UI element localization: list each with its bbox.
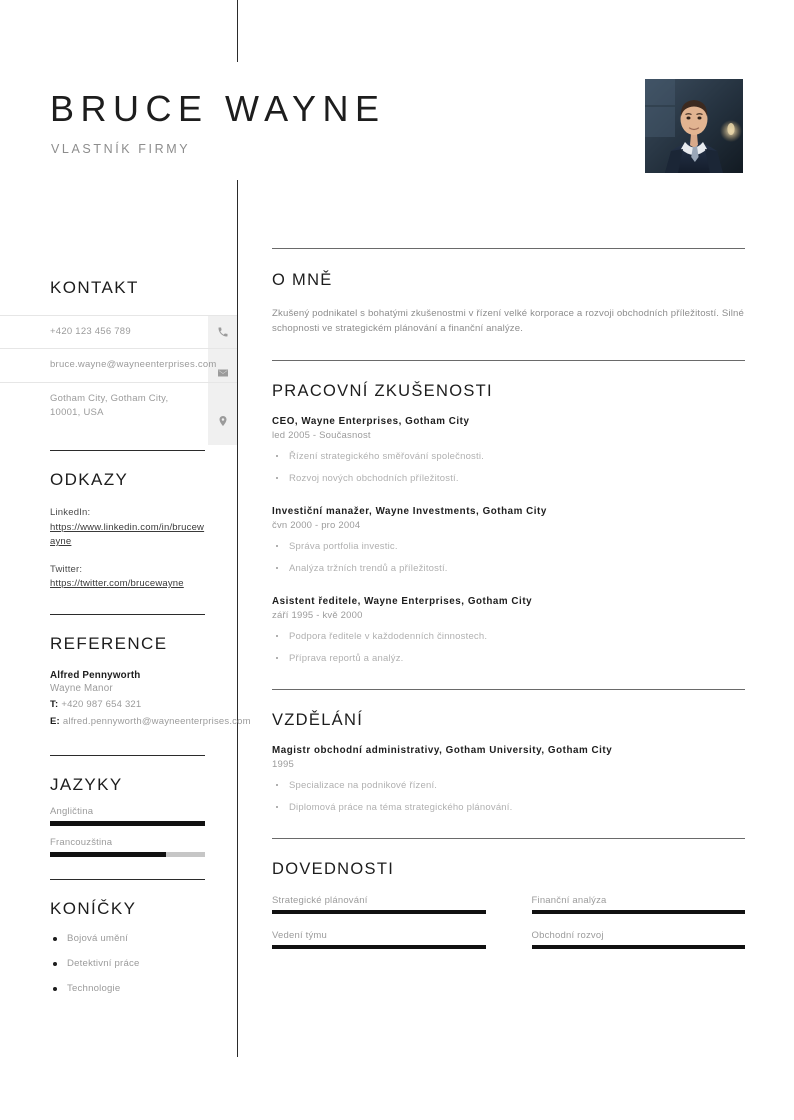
reference-phone-row (50, 698, 205, 711)
job-bullet: Analýza tržních trendů a příležitostí. (272, 562, 745, 575)
experience-entry (272, 596, 745, 665)
job-date: září 1995 - kvě 2000 (272, 610, 363, 621)
skill-item (532, 930, 746, 949)
skill-bar-fill (272, 910, 486, 914)
contact-address: Gotham City, Gotham City, 10001, USA (50, 393, 169, 418)
reference-phone-value: +420 987 654 321 (61, 698, 142, 710)
education-entry (272, 745, 745, 814)
section-education (237, 690, 794, 814)
skill-item (272, 930, 486, 949)
education-heading: VZDĚLÁNÍ (272, 711, 364, 729)
skills-grid (272, 879, 745, 949)
education-title: Magistr obchodní administrativy, Gotham University, Gotham City (272, 745, 613, 756)
list-item: Bojová umění (50, 933, 205, 944)
sidebar-section-hobbies (0, 880, 237, 994)
skill-item (532, 895, 746, 914)
education-bullet: Diplomová práce na téma strategického plánování. (272, 801, 745, 814)
reference-name: Alfred Pennyworth (50, 669, 141, 681)
contact-phone: +420 123 456 789 (0, 315, 237, 349)
skill-label: Obchodní rozvoj (531, 930, 604, 941)
skill-bar-track (272, 910, 486, 914)
job-bullet: Podpora ředitele v každodenních činnostech. (272, 630, 745, 643)
reference-organization: Wayne Manor (50, 682, 113, 694)
resume-header (0, 0, 794, 180)
experience-entry (272, 416, 745, 485)
about-text: Zkušený podnikatel s bohatými zkušenostmi v řízení velké korporace a rozvoji obchodních příležitostí. Silné schopnosti ve strategickém plánování a finanční analýze. (272, 308, 744, 334)
sidebar-section-links (0, 451, 237, 592)
section-experience (237, 361, 794, 665)
languages-heading: JAZYKY (50, 774, 123, 794)
skill-bar-track (532, 910, 746, 914)
page-title: BRUCE WAYNE (50, 88, 386, 129)
about-heading: O MNĚ (272, 271, 333, 289)
job-date: čvn 2000 - pro 2004 (272, 520, 361, 531)
skill-label: Vedení týmu (272, 930, 328, 941)
skill-bar-fill (532, 910, 746, 914)
job-bullet: Správa portfolia investic. (272, 540, 745, 553)
experience-heading: PRACOVNÍ ZKUŠENOSTI (272, 382, 493, 400)
sidebar-section-contact (0, 180, 237, 298)
language-bar-fill (50, 821, 205, 826)
contact-heading: KONTAKT (50, 278, 139, 297)
link-item-linkedin[interactable] (50, 506, 205, 550)
section-about (237, 249, 794, 336)
language-item (50, 837, 205, 857)
job-subtitle: VLASTNÍK FIRMY (51, 142, 191, 156)
job-title: Investiční manažer, Wayne Investments, Gotham City (272, 506, 547, 517)
section-skills (237, 839, 794, 949)
skill-bar-track (272, 945, 486, 949)
job-bullet: Příprava reportů a analýz. (272, 652, 745, 665)
sidebar-section-reference (0, 615, 251, 728)
sidebar-section-languages (0, 756, 237, 857)
language-bar-fill (50, 852, 166, 857)
contact-list (0, 315, 237, 429)
reference-email-key: E: (50, 715, 60, 727)
language-bar-track (50, 852, 205, 857)
job-bullet: Rozvoj nových obchodních příležitostí. (272, 472, 745, 485)
avatar (645, 79, 743, 173)
sidebar (0, 180, 251, 994)
education-date: 1995 (272, 759, 294, 770)
portrait-photo-icon (645, 79, 743, 173)
education-bullet: Specializace na podnikové řízení. (272, 779, 745, 792)
list-item: Technologie (50, 983, 205, 994)
skill-bar-fill (532, 945, 746, 949)
skill-label: Finanční analýza (531, 895, 607, 906)
language-item (50, 806, 205, 826)
language-label: Francouzština (50, 836, 113, 848)
skill-bar-track (532, 945, 746, 949)
contact-email: bruce.wayne@wayneenterprises.com (0, 349, 237, 383)
job-date: led 2005 - Současnost (272, 430, 371, 441)
main-content (237, 180, 794, 949)
skill-label: Strategické plánování (272, 895, 368, 906)
experience-entry (272, 506, 745, 575)
job-title: CEO, Wayne Enterprises, Gotham City (272, 416, 470, 427)
skills-heading: DOVEDNOSTI (272, 860, 395, 878)
language-bar-track (50, 821, 205, 826)
job-bullet: Řízení strategického směřování společnosti. (272, 450, 745, 463)
hobbies-heading: KONÍČKY (50, 898, 137, 918)
linkedin-url[interactable]: https://www.linkedin.com/in/brucewayne (50, 521, 205, 547)
linkedin-label: LinkedIn: (50, 507, 91, 518)
link-item-twitter[interactable] (50, 563, 205, 592)
reference-heading: REFERENCE (50, 633, 168, 653)
skill-bar-fill (272, 945, 486, 949)
reference-phone-key: T: (50, 698, 59, 710)
list-item: Detektivní práce (50, 958, 205, 969)
twitter-url[interactable]: https://twitter.com/brucewayne (50, 578, 184, 589)
language-label: Angličtina (50, 805, 94, 817)
twitter-label: Twitter: (50, 563, 83, 575)
reference-email-value: alfred.pennyworth@wayneenterprises.com (62, 715, 251, 727)
links-heading: ODKAZY (50, 470, 129, 489)
reference-email-row (50, 715, 251, 728)
skill-item (272, 895, 486, 914)
job-title: Asistent ředitele, Wayne Enterprises, Gotham City (272, 596, 533, 607)
